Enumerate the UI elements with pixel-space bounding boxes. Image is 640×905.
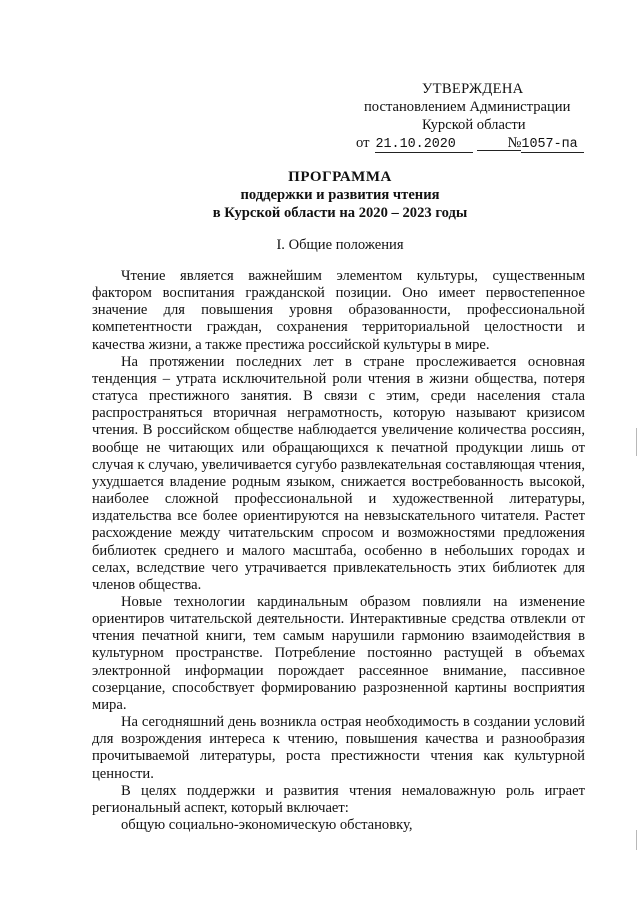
paragraph: Чтение является важнейшим элементом культуры, существенным фактором воспитания гражданской позиции. Оно имеет первостепенное значение для повышения уровня образованности, профессиональной компетентности граждан, сохранения территориальной целостности и качества жизни, а также престижа российской культуры в мире. [92, 268, 585, 353]
body-text [92, 268, 585, 834]
program-title [150, 168, 530, 222]
approval-number: 1057-па [521, 138, 583, 153]
paragraph: общую социально-экономическую обстановку, [121, 817, 413, 833]
approval-authority: постановлением Администрации [364, 99, 571, 115]
paragraph: В целях поддержки и развития чтения немаловажную роль играет региональный аспект, который включает: [92, 782, 585, 816]
scan-margin-mark [636, 428, 637, 456]
approval-block [356, 80, 596, 153]
program-title-line3: в Курской области на 2020 – 2023 годы [212, 205, 468, 221]
approval-title: УТВЕРЖДЕНА [422, 81, 524, 97]
program-title-main: ПРОГРАММА [288, 169, 392, 185]
section-heading: I. Общие положения [276, 237, 404, 253]
approval-number-label: № [477, 136, 521, 151]
paragraph: На протяжении последних лет в стране прослеживается основная тенденция – утрата исключительной роли чтения в жизни общества, потеря статуса престижного занятия. В связи с этим, среди населения стала распространяться вторичная неграмотность, которую называют кризисом чтения. В российском обществе наблюдается увеличение количества россиян, вообще не читающих или обращающихся к печатной продукции лишь от случая к случаю, увеличивается сугубо развлекательная составляющая чтения, ухудшается владение родным языком, снижается востребованность высокой, наиболее сложной профессиональной и художественной литературы, издательства все более ориентируются на невзыскательного читателя. Растет расхождение между читательским спросом и возможностями предложения библиотек среднего и малого масштаба, особенно в небольших городах и селах, вследствие чего утрачивается привлекательность этих библиотек для членов общества. [92, 353, 585, 593]
approval-date-line [356, 134, 596, 153]
program-title-line2: поддержки и развития чтения [240, 187, 440, 203]
paragraph: Новые технологии кардинальным образом повлияли на изменение ориентиров читательской деятельности. Интерактивные средства отвлекли от чтения печатной книги, тем самым нарушили гармонию взаимодействия в культурном пространстве. Потребление постоянно растущей в объемах электронной информации порождает рассеянное внимание, пассивное созерцание, способствует формированию разрозненной картины восприятия мира. [92, 593, 585, 713]
approval-date: 21.10.2020 [375, 138, 473, 153]
approval-from-label: от [356, 135, 370, 151]
paragraph: На сегодняшний день возникла острая необходимость в создании условий для возрождения интереса к чтению, повышения качества и разнообразия прочитываемой литературы, роста престижности чтения как культурной ценности. [92, 714, 585, 782]
approval-region: Курской области [422, 117, 526, 133]
scan-margin-mark [636, 830, 637, 850]
